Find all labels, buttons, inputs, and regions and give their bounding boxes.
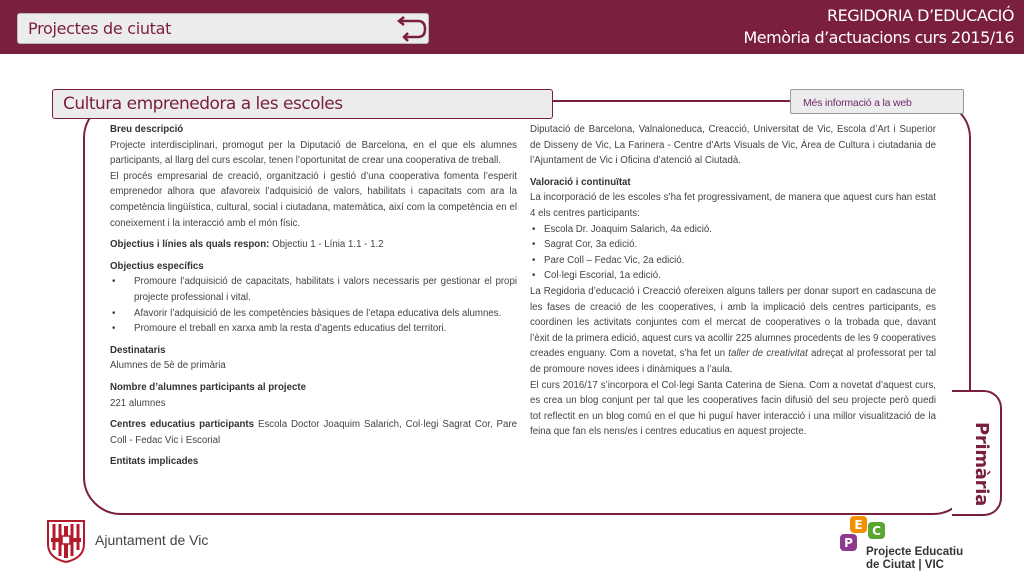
valoracio-paragraph-1: La incorporació de les escoles s’ha fet progressivament, de manera que aquest curs han estat 4 els centres participants: xyxy=(530,192,936,219)
vic-coat-of-arms-icon xyxy=(45,518,87,564)
list-item: • Pare Coll – Fedac Vic, 2a edició. xyxy=(530,253,936,269)
level-tab-label: Primària xyxy=(971,422,992,506)
project-title: Projectes de ciutat xyxy=(28,19,172,38)
valoracio-p2-emphasis: taller de creativitat xyxy=(728,348,808,360)
pec-letter-e: E xyxy=(854,518,863,532)
pec-name xyxy=(866,546,963,572)
nombre-value: 221 alumnes xyxy=(110,397,166,409)
pec-logo-block xyxy=(838,514,1018,574)
city-name: Ajuntament de Vic xyxy=(95,532,209,548)
destinataris-heading: Destinataris xyxy=(110,344,166,356)
city-logo-block xyxy=(45,515,245,567)
section-title-box xyxy=(52,89,553,119)
pec-letter-c: C xyxy=(872,524,881,538)
top-banner xyxy=(0,0,1024,54)
breu-paragraph-2: El procés empresarial de creació, organització i gestió d’una cooperativa fomenta l’esperit emprenedor alhora que afavoreix l’adquisició de valors, habilitats i capacitats com ara la competència lingüística, cultural, social i ciutadana, matemàtica, així com la competència en el coneixement i la interacció amb el món físic. xyxy=(110,170,517,229)
header-org xyxy=(744,5,1015,49)
more-info-link[interactable]: Més informació a la web xyxy=(803,97,912,109)
entitats-value: Diputació de Barcelona, Valnaloneduca, Creacció, Universitat de Vic, Escola d’Art i Superior de Disseny de Vic, La Farinera - Centre d’Arts Visuals de Vic, Àrea de Cultura i ciutadania de l’Ajuntament de Vic i Oficina d’atenció al Ciutadà. xyxy=(530,124,936,167)
valoracio-heading: Valoració i continuïtat xyxy=(530,176,631,188)
objectius-label: Objectius i línies als quals respon: xyxy=(110,239,270,251)
valoracio-p2-start: La Regidoria d’educació i Creacció ofereixen alguns tallers per donar suport en cadascuna de les fases de creació de les cooperatives, i amb la implicació dels centres participants, es coordinen les activitats conjuntes com el mercat de cooperatives o la trobada que, davant l’èxit de la primera edició, aquest curs va acollir 225 alumnes procedents de les 9 cooperatives creades enguany. Com a novetat, s’ha fet un xyxy=(530,285,937,360)
section-title: Cultura emprenedora a les escoles xyxy=(63,94,343,114)
level-tab xyxy=(952,390,1002,516)
left-column xyxy=(110,122,517,470)
valoracio-paragraph-3: El curs 2016/17 s’incorpora el Col·legi Santa Caterina de Siena. Com a novetat d’aquest curs, es crea un blog conjunt per tal que les cooperatives facin difusió del seu projecte però quedi tot reflectit en un blog comú en el que hi puguí haver interacció i una millor visualització de la feina que fan els nens/es i centres educatius en aquest projecte. xyxy=(530,379,936,438)
list-item: • Sagrat Cor, 3a edició. xyxy=(530,237,936,253)
pec-letter-p: P xyxy=(844,536,853,550)
destinataris-value: Alumnes de 5è de primària xyxy=(110,360,226,372)
list-item: • Promoure el treball en xarxa amb la resta d’agents educatius del territori. xyxy=(110,321,517,337)
org-department: REGIDORIA D’EDUCACIÓ xyxy=(827,6,1014,25)
valoracio-p2-end: adreçat al professorat per tal de promoure noves idees i dinàmiques a l’aula. xyxy=(530,348,937,375)
breu-heading: Breu descripció xyxy=(110,124,184,135)
objectius-line xyxy=(110,237,517,253)
list-item: • Afavorir l’adquisició de les competències bàsiques de l’etapa educativa dels alumnes. xyxy=(110,306,517,322)
pec-line1: Projecte Educatiu xyxy=(866,546,964,558)
project-title-box xyxy=(17,13,429,44)
especifics-heading: Objectius específics xyxy=(110,260,204,272)
centres-label: Centres educatius participants xyxy=(110,419,255,431)
entitats-heading: Entitats implicades xyxy=(110,456,199,468)
objectius-value: Objectiu 1 - Línia 1.1 - 1.2 xyxy=(272,239,384,251)
centres-line xyxy=(110,417,517,448)
report-title: Memòria d’actuacions curs 2015/16 xyxy=(743,28,1014,47)
centres-value: Escola Doctor Joaquim Salarich, Col·legi Sagrat Cor, Pare Coll - Fedac Vic i Escorial xyxy=(110,419,517,446)
list-item: • Promoure l’adquisició de capacitats, habilitats i valors necessaris per gestionar el propi projecte professional i vital. xyxy=(110,274,517,305)
right-column xyxy=(530,122,936,440)
list-item: • Col·legi Escorial, 1a edició. xyxy=(530,268,936,284)
back-arrow-icon[interactable] xyxy=(394,15,428,43)
list-item: • Escola Dr. Joaquim Salarich, 4a edició. xyxy=(530,222,936,238)
pec-line2: de Ciutat | VIC xyxy=(866,559,944,571)
nombre-heading: Nombre d’alumnes participants al projecte xyxy=(110,381,306,393)
web-link-box[interactable] xyxy=(790,89,964,114)
valoracio-paragraph-2 xyxy=(530,284,936,378)
breu-paragraph-1: Projecte interdisciplinari, promogut per la Diputació de Barcelona, en el que els alumnes participants, al llarg del curs escolar, tenen l’oportunitat de crear una cooperativa de treball. xyxy=(110,139,517,167)
